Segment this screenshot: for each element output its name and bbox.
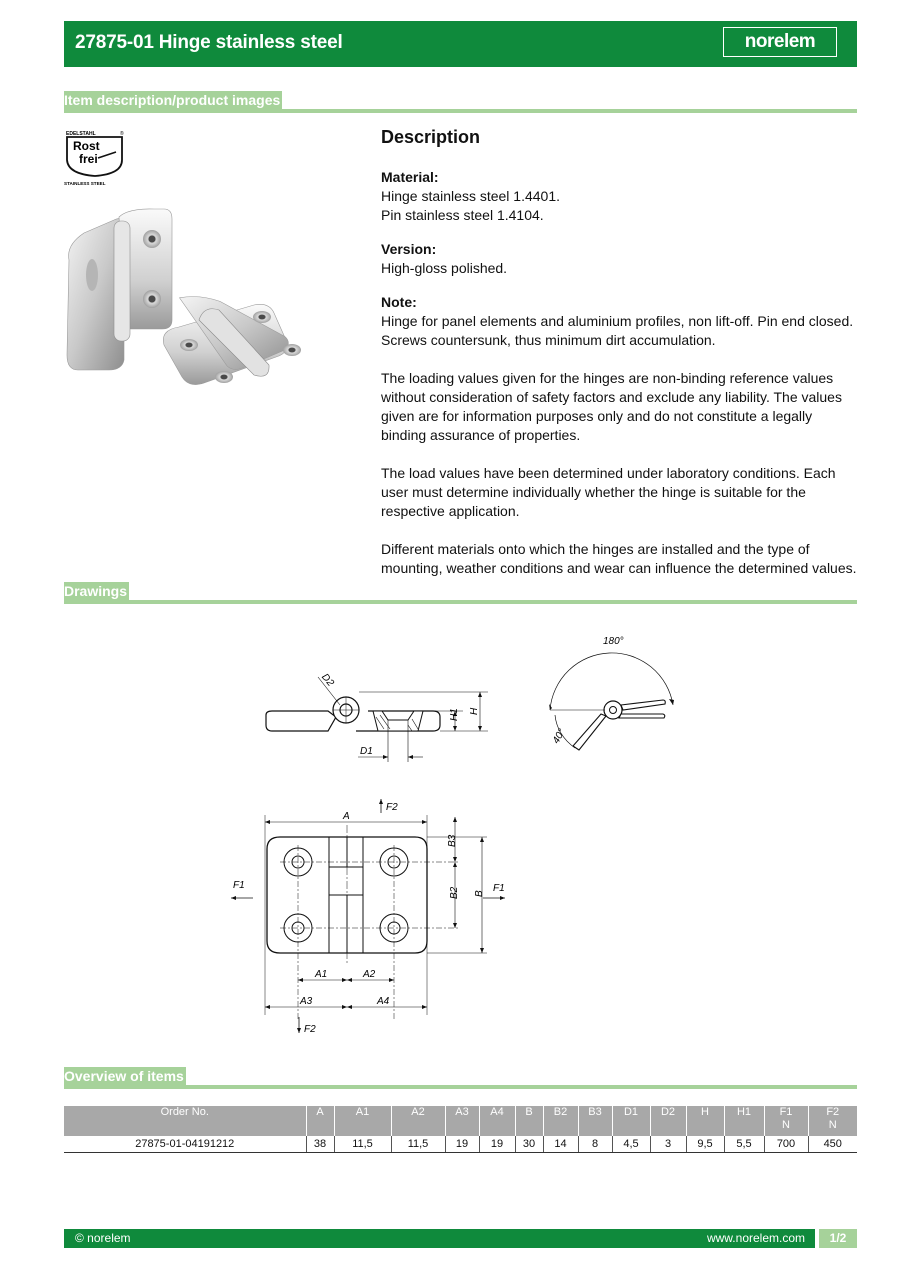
material-line-2: Pin stainless steel 1.4104. [381, 207, 544, 223]
column-header-label: A2 [411, 1106, 425, 1118]
page-title: 27875-01 Hinge stainless steel [75, 32, 343, 53]
label-f1-left: F1 [233, 880, 245, 891]
table-cell: 5,5 [724, 1136, 764, 1152]
column-header-label: A4 [490, 1106, 504, 1118]
column-header-label: B3 [588, 1106, 602, 1118]
label-a: A [343, 811, 350, 822]
version-text: High-gloss polished. [381, 260, 508, 276]
rostfrei-badge-icon [64, 130, 126, 186]
label-h: H [469, 707, 480, 715]
label-40: 40° [550, 727, 568, 746]
column-header [578, 1106, 612, 1136]
table-cell: 11,5 [391, 1136, 445, 1152]
table-cell: 3 [650, 1136, 686, 1152]
page-footer [64, 1229, 857, 1248]
column-header [543, 1106, 578, 1136]
section-title: Item description/product images [64, 92, 281, 108]
badge-word1: Rost [73, 139, 100, 153]
column-header [764, 1106, 808, 1136]
product-image [64, 205, 324, 415]
lab-paragraph: The load values have been determined under laboratory conditions. Each user must determine individually whether the hinge is suitable for the respective application. [381, 465, 836, 519]
table-cell: 30 [515, 1136, 543, 1152]
label-180: 180° [603, 636, 624, 647]
label-d1: D1 [360, 746, 373, 757]
section-title: Overview of items [64, 1068, 184, 1084]
table-cell[interactable]: 27875-01-04191212 [64, 1136, 306, 1152]
label-b3: B3 [447, 834, 458, 847]
table-header-row [64, 1106, 857, 1136]
copyright: © norelem [75, 1231, 131, 1245]
label-a4: A4 [377, 996, 390, 1007]
page-number: 1/2 [819, 1229, 857, 1248]
column-header [391, 1106, 445, 1136]
badge-top-text: EDELSTAHL [66, 131, 96, 137]
column-header [334, 1106, 391, 1136]
note-label: Note: [381, 294, 417, 310]
badge-bottom-text: STAINLESS STEEL [64, 181, 106, 186]
column-header-label: D1 [623, 1106, 639, 1118]
column-header-label: H1 [736, 1106, 752, 1118]
table-cell: 19 [479, 1136, 515, 1152]
column-header [612, 1106, 650, 1136]
section-rule [64, 109, 857, 113]
table-cell: 9,5 [686, 1136, 724, 1152]
column-header [686, 1106, 724, 1136]
column-header-label: Order No. [160, 1106, 209, 1118]
column-header-label: A3 [455, 1106, 469, 1118]
label-h1: H1 [449, 708, 460, 721]
label-f2-bottom: F2 [304, 1024, 316, 1035]
column-header-label: H [701, 1106, 709, 1118]
table-cell: 4,5 [612, 1136, 650, 1152]
table-cell: 8 [578, 1136, 612, 1152]
label-b2: B2 [449, 886, 460, 899]
section-item-description [64, 91, 857, 115]
table-cell: 700 [764, 1136, 808, 1152]
materials-paragraph: Different materials onto which the hinges are installed and the type of mounting, weather conditions and wear can influence the determined values. [381, 541, 857, 576]
column-header-label: B2 [553, 1106, 568, 1118]
table-cell: 19 [445, 1136, 479, 1152]
note-text: Hinge for panel elements and aluminium profiles, non lift-off. Pin end closed. Screws countersunk, thus minimum dirt accumulation. [381, 313, 854, 348]
norelem-logo[interactable] [723, 27, 837, 57]
label-a3: A3 [300, 996, 313, 1007]
opening-angle-drawing [535, 630, 695, 760]
description-heading: Description [381, 127, 481, 147]
column-header-label: A1 [355, 1106, 370, 1118]
label-a2: A2 [363, 969, 376, 980]
loading-paragraph: The loading values given for the hinges are non-binding reference values without consideration of safety factors and exclude any liability. The values given are for information purposes only and do not constitute a legally binding assurance of properties. [381, 370, 842, 443]
items-table [64, 1106, 857, 1153]
column-header-unit: N [782, 1119, 790, 1131]
page-header [64, 21, 857, 67]
logo-text: norelem [744, 31, 816, 52]
label-d2: D2 [319, 671, 336, 689]
section-title: Drawings [64, 583, 128, 599]
column-header [479, 1106, 515, 1136]
label-f1-right: F1 [493, 883, 505, 894]
column-header [306, 1106, 334, 1136]
column-header-label: B [525, 1106, 533, 1118]
table-cell: 14 [543, 1136, 578, 1152]
label-a1: A1 [315, 969, 328, 980]
column-header [445, 1106, 479, 1136]
column-header [515, 1106, 543, 1136]
badge-word2: frei [79, 152, 98, 166]
label-f2-top: F2 [386, 802, 398, 813]
description-block [381, 128, 861, 597]
section-drawings [64, 582, 857, 606]
column-header-label: F1 [779, 1106, 793, 1118]
column-header [650, 1106, 686, 1136]
material-label: Material: [381, 169, 439, 185]
column-header-label: A [316, 1106, 324, 1118]
material-line-1: Hinge stainless steel 1.4401. [381, 188, 560, 204]
label-b: B [474, 890, 485, 897]
column-header-label: D2 [660, 1106, 676, 1118]
table-cell: 450 [808, 1136, 857, 1152]
column-header [724, 1106, 764, 1136]
column-header-label: F2 [826, 1106, 840, 1118]
column-header [64, 1106, 306, 1136]
side-view-drawing [258, 665, 498, 770]
table-row [64, 1136, 857, 1152]
section-rule [64, 1085, 857, 1089]
version-label: Version: [381, 241, 437, 257]
column-header-unit: N [828, 1119, 837, 1131]
badge-mark: ® [120, 131, 124, 137]
column-header [808, 1106, 857, 1136]
section-overview [64, 1067, 857, 1091]
website-link[interactable]: www.norelem.com [706, 1231, 805, 1245]
table-cell: 38 [306, 1136, 334, 1152]
section-rule [64, 600, 857, 604]
top-view-drawing [225, 795, 525, 1040]
table-cell: 11,5 [334, 1136, 391, 1152]
